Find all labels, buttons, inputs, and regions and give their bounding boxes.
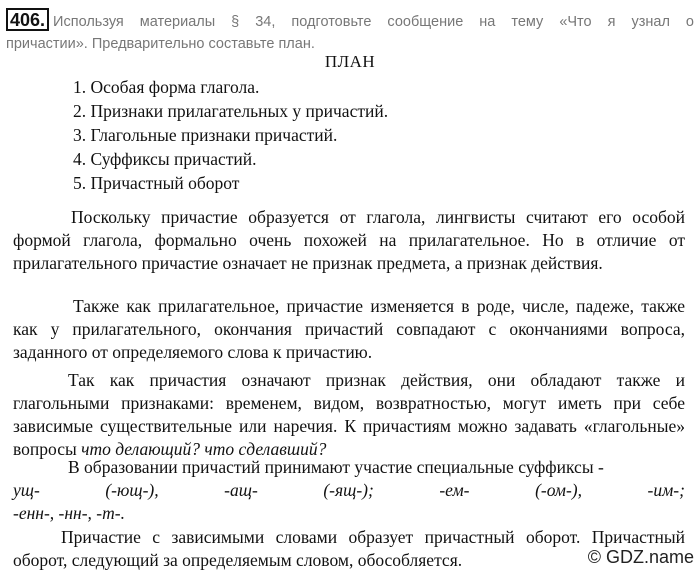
- plan-title: ПЛАН: [324, 52, 376, 71]
- paragraph-derivation-text: Поскольку причастие образуется от глагола, лингвисты считают его особой формой глагола, формально очень похожей на прилагательное. Но в отличие от прилагательного причастие означает не признак предмета, а признак действия.: [13, 207, 685, 273]
- suffix-item: -ащ-: [224, 480, 258, 500]
- plan-item: 3. Глагольные признаки причастий.: [73, 125, 338, 145]
- task-statement: [6, 8, 694, 55]
- suffix-item: -им-;: [647, 480, 685, 500]
- suffix-list-2: -енн-, -нн-, -т-.: [13, 503, 125, 523]
- paragraph-participle-phrase: [13, 526, 685, 572]
- paragraph-participle-phrase-text: Причастие с зависимыми словами образует причастный оборот. Причастный оборот, следующий за определяемым словом, обособляется.: [13, 527, 685, 570]
- suffix-row-2: [13, 502, 685, 525]
- paragraph-verb-features-text: Так как причастия означают признак действия, они обладают также и глагольными признаками: временем, видом, возвратностью, могут иметь при себе зависимые существительные или наречия. К причастиям можно задавать «глагольные» вопросы: [13, 370, 685, 459]
- site-watermark: © GDZ.name: [587, 547, 694, 567]
- plan-item: 5. Причастный оборот: [73, 173, 240, 193]
- paragraph-suffixes: [13, 456, 685, 479]
- suffix-item: (-ом-),: [535, 480, 582, 500]
- task-text-line-1: Используя материалы § 34, подготовьте сообщение на тему «Что я узнал о: [53, 14, 694, 30]
- verb-questions: что делающий? что сделавший?: [81, 439, 327, 459]
- suffix-item: ущ-: [13, 480, 40, 500]
- plan-item: 4. Суффиксы причастий.: [73, 149, 257, 169]
- paragraph-adjective-features: [13, 295, 685, 364]
- plan-item: 1. Особая форма глагола.: [73, 77, 260, 97]
- task-number: 406.: [6, 8, 49, 31]
- task-line-1: [6, 8, 694, 33]
- paragraph-verb-features: [13, 369, 685, 461]
- task-text-line-2: причастии». Предварительно составьте план.: [6, 36, 315, 52]
- plan-list: [73, 75, 388, 195]
- suffix-item: (-ющ-),: [105, 480, 159, 500]
- suffix-item: -ем-: [439, 480, 470, 500]
- paragraph-derivation: [13, 206, 685, 275]
- suffix-item: (-ящ-);: [323, 480, 374, 500]
- plan-item: 2. Признаки прилагательных у причастий.: [73, 101, 389, 121]
- paragraph-adjective-features-text: Также как прилагательное, причастие изменяется в роде, числе, падеже, также как у прилагательного, окончания причастий совпадают с окончаниями вопроса, заданного от определяемого слова к причастию.: [13, 296, 685, 362]
- suffix-row-1: [13, 479, 685, 502]
- paragraph-suffixes-text: В образовании причастий принимают участие специальные суффиксы -: [68, 457, 604, 477]
